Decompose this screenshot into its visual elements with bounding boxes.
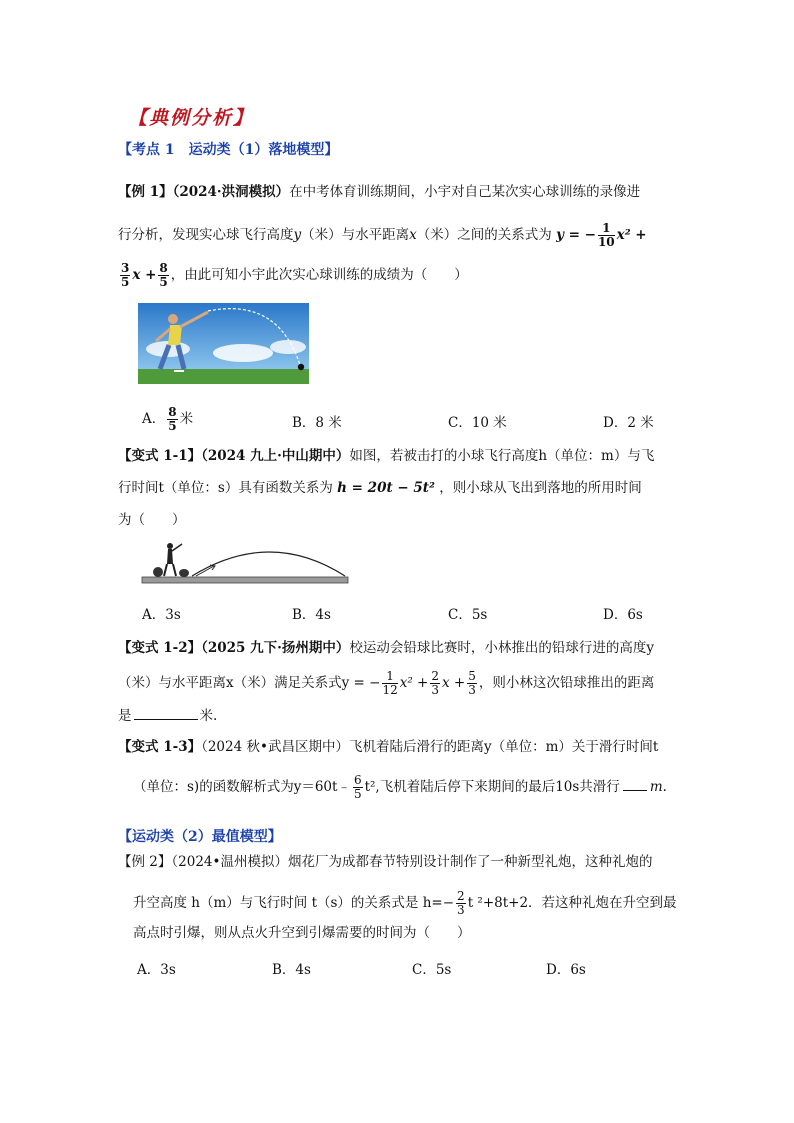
- variant11-option-d[interactable]: D．6s: [603, 607, 643, 623]
- variant13-text2b: t²,飞机着陆后停下来期间的最后10s共滑行: [364, 779, 620, 795]
- example1-source: （2024·洪洞模拟）: [172, 184, 290, 200]
- fraction-1-10: $\frac{1}{10}$: [597, 221, 615, 249]
- example1-text2a: 行分析，发现实心球飞行高度: [118, 227, 294, 243]
- example2-option-b[interactable]: B．4s: [272, 962, 311, 978]
- variant11-tag: 【变式 1-1】: [118, 448, 202, 464]
- variant13-source: （2024 秋•武昌区期中）: [201, 739, 349, 755]
- variant11-source: （2024 九上·中山期中）: [201, 448, 350, 464]
- example2-line3: 高点时引爆，则从点火升空到引爆需要的时间为（ ）: [133, 925, 471, 941]
- example2-text2a: 升空高度 h（m）与飞行时间 t（s）的关系式是 h=−: [133, 895, 455, 911]
- variant11-line1: [118, 447, 654, 465]
- example1-option-b[interactable]: B．8 米: [292, 415, 342, 431]
- variant11-option-a[interactable]: A．3s: [142, 607, 181, 623]
- example1-tag: 【例 1】: [118, 184, 173, 200]
- variant12-text2b: ，则小林这次铅球推出的距离: [478, 675, 655, 691]
- fraction-8-5: $\frac{8}{5}$: [159, 261, 168, 289]
- example2-text2b: t ²+8t+2．若这种礼炮在升空到最: [467, 895, 677, 911]
- eq-term1: x² +: [616, 227, 647, 243]
- variant11-text2a: 行时间t（单位：s）具有函数关系为: [118, 480, 333, 496]
- variant13-text2a: （单位：s)的函数解析式为y＝60t﹣: [133, 779, 351, 795]
- example1-text1: 在中考体育训练期间，小宇对自己某次实心球训练的录像进: [289, 184, 641, 200]
- fraction-5-3: $\frac{5}{3}$: [468, 669, 476, 697]
- fraction-3-5: $\frac{3}{5}$: [121, 261, 130, 289]
- variant12-line2: [118, 670, 654, 697]
- variant12-text1: 校运动会铅球比赛时，小林推出的铅球行进的高度y: [349, 640, 654, 656]
- shot-put-image: [138, 303, 309, 384]
- variant11-equation: h = 20t − 5t²: [337, 480, 435, 496]
- section-title: 【典例分析】: [128, 107, 255, 129]
- kaodian-2-heading: 【运动类（2）最值模型】: [118, 829, 282, 845]
- variant13-line2: （单位：s)的函数解析式为y＝60t﹣ $\frac{6}{5}$ t²,飞机着陆后停下来期间的最后10s共滑行 m.: [133, 773, 667, 801]
- fraction-1-12: $\frac{1}{12}$: [382, 669, 398, 697]
- example1-text3: ，由此可知小宇此次实心球训练的成绩为（ ）: [170, 267, 468, 283]
- variant11-line3: 为（ ）: [118, 512, 186, 528]
- example2-line1: [118, 853, 652, 871]
- variant13-text1: 飞机着陆后滑行的距离y（单位：m）关于滑行时间t: [348, 739, 659, 755]
- variant13-line1: [118, 738, 658, 756]
- answer-blank[interactable]: [623, 778, 647, 791]
- variant12-tag: 【变式 1-2】: [118, 640, 202, 656]
- variant11-text2b: ，则小球从飞出到落地的所用时间: [439, 480, 642, 496]
- variant11-option-c[interactable]: C．5s: [448, 607, 488, 623]
- variant12-line1: [118, 639, 654, 657]
- eq-lhs: y = −: [556, 227, 596, 243]
- example2-option-c[interactable]: C．5s: [412, 962, 452, 978]
- example1-text2b: （米）与水平距离: [301, 227, 410, 243]
- fraction-2-3-q2: $\frac{2}{3}$: [457, 889, 465, 917]
- var-y: y: [293, 227, 302, 243]
- example2-option-d[interactable]: D．6s: [546, 962, 586, 978]
- fraction-8-5-option: $\frac{8}{5}$: [168, 405, 177, 433]
- fraction-6-5: $\frac{6}{5}$: [353, 773, 362, 801]
- variant12-term2: x +: [442, 675, 466, 691]
- example2-tag: 【例 2】: [118, 854, 172, 870]
- eq-term2: x +: [132, 267, 157, 283]
- example1-line3: [118, 262, 468, 289]
- example2-source: （2024•温州模拟）: [171, 854, 288, 870]
- fraction-2-3: $\frac{2}{3}$: [431, 669, 440, 697]
- example2-option-a[interactable]: A．3s: [137, 962, 176, 978]
- example2-line2: [133, 890, 677, 917]
- variant12-line3: 是 米.: [118, 708, 218, 724]
- example2-text1: 烟花厂为成都春节特别设计制作了一种新型礼炮，这种礼炮的: [287, 854, 653, 870]
- kaodian-1-heading: 【考点 1 运动类（1）落地模型】: [118, 142, 339, 158]
- var-x: x: [409, 227, 417, 243]
- variant11-text1: 如图，若被击打的小球飞行高度h（单位：m）与飞: [349, 448, 655, 464]
- example1-option-a[interactable]: A． $\frac{8}{5}$ 米: [142, 405, 194, 433]
- variant12-term1: x² +: [399, 675, 429, 691]
- example1-option-d[interactable]: D．2 米: [603, 415, 654, 431]
- example1-line2: [118, 222, 647, 249]
- variant12-text2a: （米）与水平距离x（米）满足关系式y = −: [118, 675, 381, 691]
- answer-blank[interactable]: [134, 707, 198, 720]
- example1-line1: [118, 183, 640, 201]
- variant13-tag: 【变式 1-3】: [118, 739, 202, 755]
- golf-trajectory-image: [140, 540, 350, 585]
- variant11-option-b[interactable]: B．4s: [292, 607, 331, 623]
- variant11-line2: [118, 479, 642, 497]
- example1-text2c: （米）之间的关系式为: [416, 227, 552, 243]
- example1-option-c[interactable]: C．10 米: [448, 415, 507, 431]
- variant12-source: （2025 九下·扬州期中）: [201, 640, 350, 656]
